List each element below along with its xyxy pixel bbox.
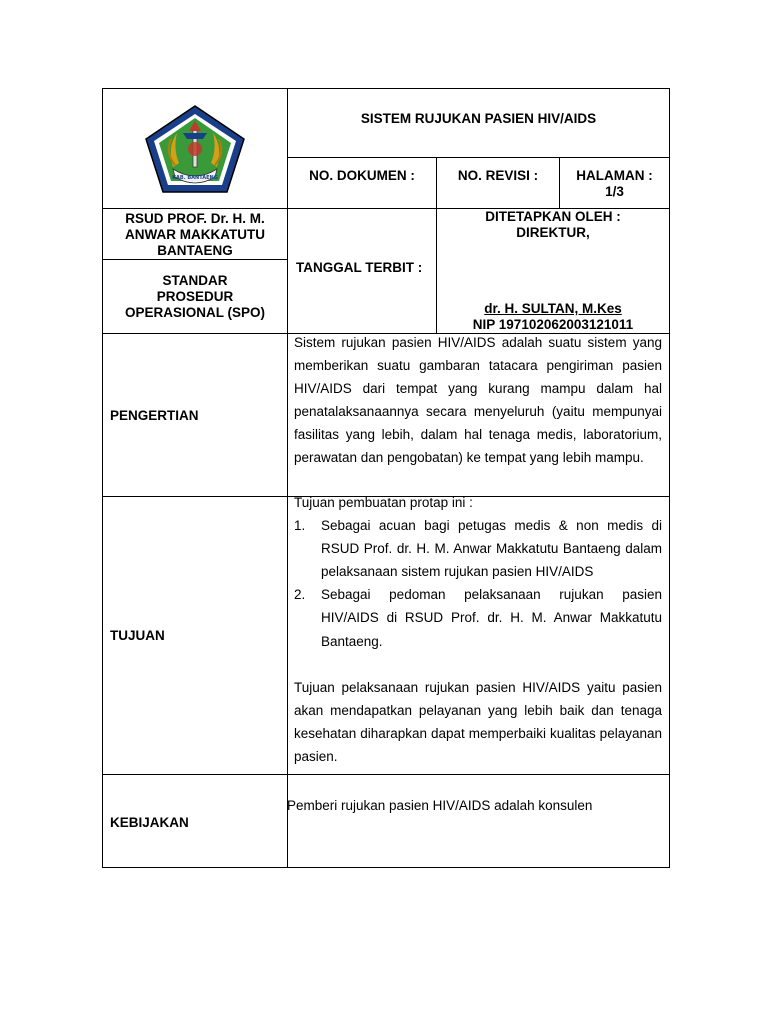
ditetapkan-cell (436, 208, 670, 334)
list-item-text: Sebagai pedoman pelaksanaan rujukan pasien HIV/AIDS di RSUD Prof. dr. H. M. Anwar Makkatutu Bantaeng. (321, 587, 662, 649)
pengertian-label: PENGERTIAN (110, 407, 199, 423)
hospital-name-line: ANWAR MAKKATUTU (125, 227, 265, 242)
no-revisi-label: NO. REVISI : (457, 168, 539, 183)
hospital-name-line: BANTAENG (157, 243, 233, 258)
list-number: 1. (294, 518, 306, 534)
spo-document (102, 88, 670, 868)
ditetapkan-label: DITETAPKAN OLEH : (485, 209, 621, 224)
list-number: 2. (294, 587, 306, 603)
list-item (294, 583, 662, 652)
pengertian-content-cell (287, 333, 670, 497)
signer-name: dr. H. SULTAN, M.Kes (484, 301, 622, 316)
tujuan-intro: Tujuan pembuatan protap ini : (294, 495, 473, 510)
spo-line: OPERASIONAL (SPO) (124, 305, 266, 320)
hospital-name-line: RSUD PROF. Dr. H. M. (125, 211, 265, 226)
document-title: SISTEM RUJUKAN PASIEN HIV/AIDS (360, 110, 597, 126)
spo-line: STANDAR (162, 273, 228, 288)
svg-text:KAB. BANTAENG: KAB. BANTAENG (172, 174, 218, 181)
halaman-label: HALAMAN : (576, 168, 653, 183)
tujuan-closing: Tujuan pelaksanaan rujukan pasien HIV/AIDS yaitu pasien akan mendapatkan pelayanan yang lebih baik dan tenaga kesehatan diharapkan dapat memperbaiki kualitas pelayanan pasien. (294, 679, 662, 764)
tujuan-list (294, 514, 662, 653)
tujuan-label-cell (102, 496, 288, 775)
tanggal-terbit-label: TANGGAL TERBIT : (296, 259, 423, 275)
pengertian-label-cell (102, 333, 288, 497)
logo-cell (102, 88, 288, 209)
halaman-cell (559, 157, 670, 209)
spo-cell (102, 259, 288, 334)
hospital-name-cell (102, 208, 288, 260)
no-dokumen-label: NO. DOKUMEN : (309, 168, 415, 183)
bantaeng-emblem-icon (143, 103, 247, 195)
signer-nip: NIP 197102062003121011 (472, 317, 634, 332)
spo-line: PROSEDUR (156, 289, 234, 304)
halaman-value: 1/3 (605, 184, 624, 199)
pengertian-text: Sistem rujukan pasien HIV/AIDS adalah suatu sistem yang memberikan suatu gambaran tatacara pengiriman pasien HIV/AIDS dari tempat yang kurang mampu dalam hal penatalaksanaannya secara menyeluruh (yaitu mempunyai fasilitas yang lebih, dalam hal tenaga medis, laboratorium, perawatan dan pengobatan) ke tempat yang lebih mampu. (294, 335, 662, 466)
tujuan-content-cell (287, 496, 670, 775)
tanggal-terbit-cell (287, 208, 437, 334)
list-item-text: Sebagai acuan bagi petugas medis & non medis di RSUD Prof. dr. H. M. Anwar Makkatutu Bantaeng dalam pelaksanaan sistem rujukan pasien HIV/AIDS (321, 518, 662, 580)
kebijakan-text: Pemberi rujukan pasien HIV/AIDS adalah konsulen (287, 798, 593, 813)
tujuan-label: TUJUAN (110, 628, 165, 643)
kebijakan-label: KEBIJAKAN (110, 814, 189, 830)
kebijakan-content-cell (287, 774, 670, 868)
direktur-label: DIREKTUR, (516, 225, 590, 240)
no-dokumen-cell (287, 157, 437, 209)
no-revisi-cell (436, 157, 560, 209)
kebijakan-label-cell (102, 774, 288, 868)
list-item (294, 514, 662, 583)
document-title-cell (287, 88, 670, 158)
